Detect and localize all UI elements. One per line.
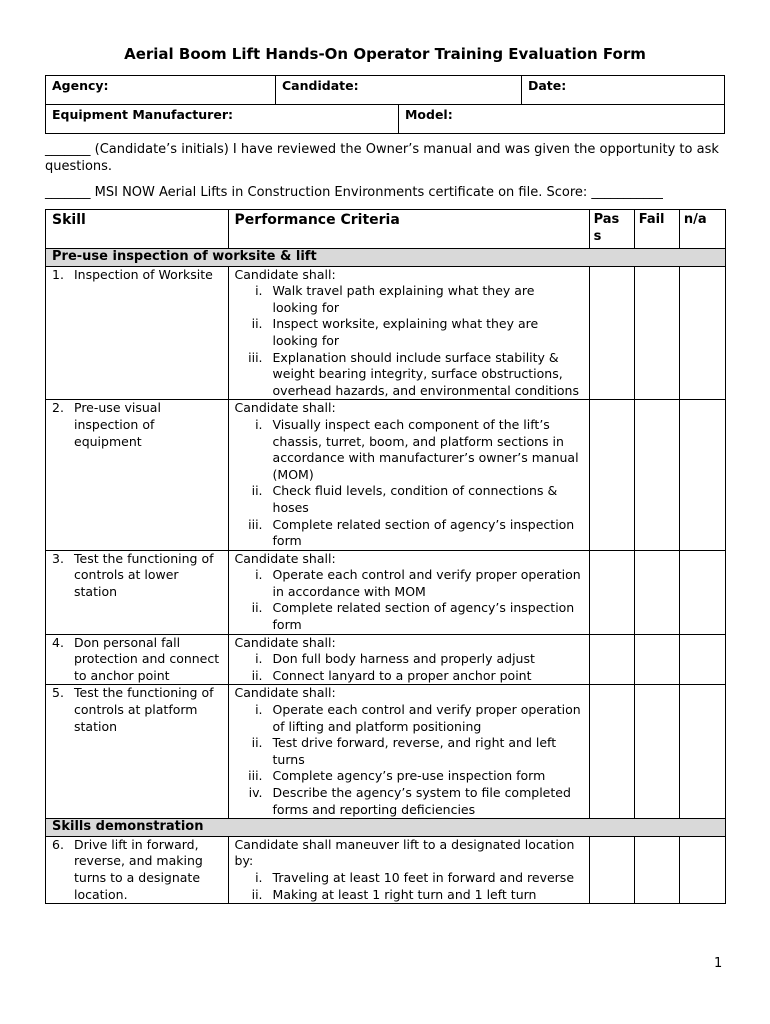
skill-number: 6. bbox=[52, 836, 64, 852]
model-field[interactable]: Model: bbox=[398, 105, 724, 134]
criteria-item-number: iii. bbox=[248, 768, 263, 784]
fail-cell[interactable] bbox=[634, 685, 679, 819]
criteria-item-number: iv. bbox=[248, 785, 263, 800]
skill-name: Pre-use visual inspection of equipment bbox=[74, 400, 161, 449]
na-cell[interactable] bbox=[679, 634, 725, 685]
col-na: n/a bbox=[679, 210, 725, 249]
table-row bbox=[46, 550, 726, 634]
candidate-field[interactable]: Candidate: bbox=[276, 76, 522, 105]
page-number: 1 bbox=[714, 956, 723, 971]
date-field[interactable]: Date: bbox=[522, 76, 725, 105]
criteria-lead: Candidate shall: bbox=[234, 634, 336, 650]
fail-cell[interactable] bbox=[634, 400, 679, 550]
criteria-item-number: ii. bbox=[251, 316, 263, 332]
skill-cell bbox=[46, 266, 229, 400]
criteria-item-text: Inspect worksite, explaining what they are looking for bbox=[272, 316, 539, 348]
agency-field[interactable]: Agency: bbox=[46, 76, 276, 105]
criteria-item bbox=[235, 735, 583, 768]
table-row bbox=[46, 634, 726, 685]
criteria-item-text: Walk travel path explaining what they are looking for bbox=[272, 283, 535, 315]
criteria-item bbox=[235, 870, 583, 887]
criteria-item-number: i. bbox=[255, 416, 263, 432]
skill-cell bbox=[46, 836, 229, 903]
criteria-item bbox=[235, 483, 583, 516]
na-cell[interactable] bbox=[679, 266, 725, 400]
criteria-item-text: Explanation should include surface stability & weight bearing integrity, surface obstructions, overhead hazards, and environmental conditions bbox=[272, 349, 579, 398]
col-fail: Fail bbox=[634, 210, 679, 249]
pass-cell[interactable] bbox=[589, 266, 634, 400]
criteria-lead: Candidate shall: bbox=[234, 400, 336, 416]
manufacturer-field[interactable]: Equipment Manufacturer: bbox=[46, 105, 399, 134]
col-skill: Skill bbox=[46, 210, 229, 249]
criteria-item-text: Don full body harness and properly adjust bbox=[272, 651, 535, 667]
criteria-cell bbox=[228, 550, 589, 634]
criteria-item-number: ii. bbox=[251, 886, 263, 902]
fail-cell[interactable] bbox=[634, 634, 679, 685]
criteria-item bbox=[235, 702, 583, 735]
criteria-item-text: Operate each control and verify proper operation of lifting and platform positioning bbox=[272, 702, 581, 734]
criteria-item bbox=[235, 651, 583, 668]
pass-cell[interactable] bbox=[589, 836, 634, 903]
criteria-item bbox=[235, 417, 583, 483]
criteria-item-number: i. bbox=[255, 651, 263, 667]
table-row bbox=[46, 836, 726, 903]
criteria-item-text: Describe the agency’s system to file completed forms and reporting deficiencies bbox=[272, 785, 571, 817]
evaluation-table bbox=[45, 209, 726, 904]
skill-name: Drive lift in forward, reverse, and making turns to a designate location. bbox=[74, 836, 203, 902]
fail-cell[interactable] bbox=[634, 550, 679, 634]
na-cell[interactable] bbox=[679, 685, 725, 819]
table-row bbox=[46, 266, 726, 400]
criteria-cell bbox=[228, 266, 589, 400]
skill-name: Don personal fall protection and connect to anchor point bbox=[74, 634, 220, 683]
skill-cell bbox=[46, 634, 229, 685]
skill-cell bbox=[46, 685, 229, 819]
na-cell[interactable] bbox=[679, 836, 725, 903]
skill-cell bbox=[46, 400, 229, 550]
section-title: Pre-use inspection of worksite & lift bbox=[46, 249, 726, 267]
criteria-item bbox=[235, 668, 583, 685]
criteria-item bbox=[235, 600, 583, 633]
criteria-cell bbox=[228, 836, 589, 903]
criteria-item-text: Check fluid levels, condition of connections & hoses bbox=[272, 483, 558, 515]
manual-statement: _______ (Candidate’s initials) I have reviewed the Owner’s manual and was given the opportunity to ask questions. bbox=[45, 142, 719, 174]
section-row bbox=[46, 249, 726, 267]
pass-cell[interactable] bbox=[589, 550, 634, 634]
criteria-item-number: iii. bbox=[248, 349, 263, 365]
criteria-cell bbox=[228, 634, 589, 685]
criteria-item-text: Complete agency’s pre-use inspection form bbox=[272, 768, 546, 784]
fail-cell[interactable] bbox=[634, 266, 679, 400]
criteria-lead: Candidate shall: bbox=[234, 266, 336, 282]
criteria-lead: Candidate shall: bbox=[234, 550, 336, 566]
skill-number: 5. bbox=[52, 685, 64, 701]
pass-cell[interactable] bbox=[589, 634, 634, 685]
criteria-item-text: Connect lanyard to a proper anchor point bbox=[272, 667, 532, 683]
pass-cell[interactable] bbox=[589, 400, 634, 550]
criteria-item-text: Complete related section of agency’s inspection form bbox=[272, 516, 575, 549]
section-row bbox=[46, 819, 726, 837]
criteria-item-number: iii. bbox=[248, 516, 263, 532]
criteria-item bbox=[235, 316, 583, 349]
skill-name: Test the functioning of controls at lower station bbox=[74, 550, 214, 599]
criteria-item-text: Operate each control and verify proper operation in accordance with MOM bbox=[272, 567, 581, 599]
header-table bbox=[45, 75, 725, 134]
criteria-item-number: ii. bbox=[251, 600, 263, 616]
table-row bbox=[46, 685, 726, 819]
criteria-lead: Candidate shall maneuver lift to a designated location by: bbox=[234, 836, 575, 869]
criteria-item-text: Complete related section of agency’s inspection form bbox=[272, 600, 575, 633]
skill-number: 4. bbox=[52, 634, 64, 650]
skill-number: 1. bbox=[52, 266, 64, 282]
criteria-item-number: ii. bbox=[251, 667, 263, 683]
fail-cell[interactable] bbox=[634, 836, 679, 903]
pass-cell[interactable] bbox=[589, 685, 634, 819]
skill-name: Inspection of Worksite bbox=[74, 266, 213, 282]
na-cell[interactable] bbox=[679, 400, 725, 550]
form-title: Aerial Boom Lift Hands-On Operator Training Evaluation Form bbox=[124, 45, 646, 63]
certificate-statement: _______ MSI NOW Aerial Lifts in Construction Environments certificate on file. Score: ___________ bbox=[45, 185, 663, 200]
criteria-item bbox=[235, 350, 583, 400]
criteria-item-number: i. bbox=[255, 869, 263, 885]
section-title: Skills demonstration bbox=[46, 819, 726, 837]
criteria-item bbox=[235, 887, 583, 904]
criteria-item-number: ii. bbox=[251, 735, 263, 751]
skill-number: 2. bbox=[52, 400, 64, 416]
criteria-item bbox=[235, 283, 583, 316]
criteria-item-text: Visually inspect each component of the lift’s chassis, turret, boom, and platform sections in accordance with manufacturer’s owner’s manual (MOM) bbox=[272, 416, 579, 482]
criteria-item bbox=[235, 785, 583, 818]
criteria-item-number: i. bbox=[255, 567, 263, 583]
criteria-lead: Candidate shall: bbox=[234, 685, 336, 701]
criteria-item-number: ii. bbox=[251, 483, 263, 499]
criteria-item-text: Making at least 1 right turn and 1 left turn bbox=[272, 886, 537, 902]
col-criteria: Performance Criteria bbox=[228, 210, 589, 249]
criteria-item bbox=[235, 768, 583, 785]
criteria-item bbox=[235, 567, 583, 600]
criteria-item-number: i. bbox=[255, 283, 263, 299]
criteria-cell bbox=[228, 685, 589, 819]
na-cell[interactable] bbox=[679, 550, 725, 634]
table-row bbox=[46, 400, 726, 550]
criteria-item-number: i. bbox=[255, 702, 263, 718]
skill-name: Test the functioning of controls at platform station bbox=[74, 685, 214, 734]
criteria-cell bbox=[228, 400, 589, 550]
skill-number: 3. bbox=[52, 550, 64, 566]
criteria-item bbox=[235, 517, 583, 550]
criteria-item-text: Traveling at least 10 feet in forward and reverse bbox=[272, 869, 575, 885]
skill-cell bbox=[46, 550, 229, 634]
col-pass: Pass bbox=[589, 210, 634, 249]
criteria-item-text: Test drive forward, reverse, and right and left turns bbox=[272, 735, 557, 767]
table-header-row bbox=[46, 210, 726, 249]
